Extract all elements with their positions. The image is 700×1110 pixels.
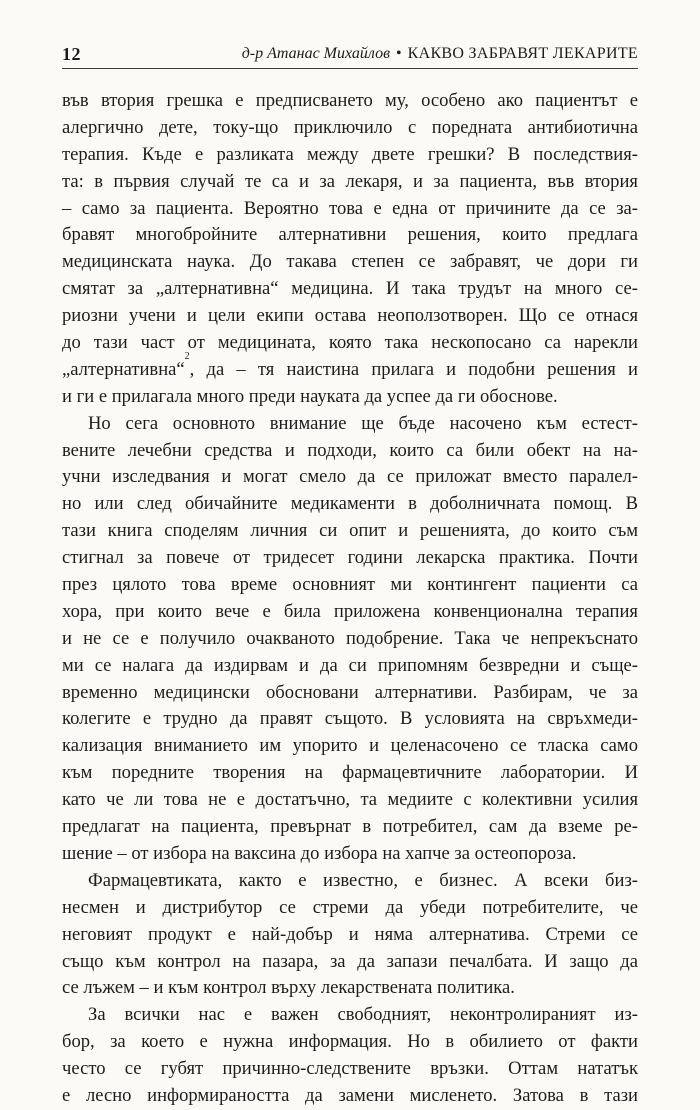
text-line: към поредните творения на фармацевтичните лаборатории. И — [62, 762, 638, 784]
running-header — [62, 38, 638, 69]
text-line: кализация вниманието им упорито и целенасочено се тласка само — [62, 735, 638, 757]
text-line: колегите е трудно да правят същото. В условията на свръхмеди- — [62, 708, 638, 730]
text-line: бор, за което е нужна информация. Но в обилието от факти — [62, 1031, 638, 1053]
text-line: е лесно информираността да замени мисленето. Затова в тази — [62, 1084, 638, 1106]
text-line: Фармацевтиката, както е известно, е бизнес. А всеки биз- — [88, 869, 638, 891]
line-rest: , да – тя наистина прилага и подобни решения и — [189, 358, 638, 380]
text-line: във втория грешка е предписването му, особено ако пациентът е — [62, 90, 638, 111]
text-line: временно медицински обосновани алтернативи. Разбирам, че за — [62, 681, 638, 703]
text-line: също към контрол на пазара, за да запази печалбата. И защо да — [62, 950, 638, 972]
text-line: учни изследвания и могат смело да се приложат вместо паралел- — [62, 466, 638, 488]
body-text — [62, 88, 638, 1110]
page-number: 12 — [62, 44, 81, 64]
paragraph-1 — [62, 88, 638, 411]
text-line: риозни учени и цели екипи остава неоползотворен. Що се отнася — [62, 305, 638, 327]
footnote-marker[interactable]: 2 — [184, 350, 190, 362]
book-title: КАКВО ЗАБРАВЯТ ЛЕКАРИТЕ — [407, 45, 638, 62]
paragraph-2 — [62, 411, 638, 868]
text-line: – само за пациента. Вероятно това е една от причините да се за- — [62, 197, 638, 219]
text-line: до тази част от медицината, която така нескопосано са нарекли — [62, 332, 638, 354]
line-start: „алтернативна“ — [62, 358, 185, 380]
text-line-with-footnote — [62, 350, 638, 384]
paragraph-3 — [62, 868, 638, 1002]
header-right — [242, 45, 638, 63]
text-line: За всички нас е важен свободният, неконтролираният из- — [88, 1004, 638, 1026]
text-line: хора, при които вече е била приложена конвенционална терапия — [62, 600, 638, 622]
paragraph-4 — [62, 1002, 638, 1110]
text-line: бравят многобройните алтернативни решения, които предлага — [62, 224, 638, 246]
text-line: та: в първия случай те са и за лекаря, и за пациента, във втория — [62, 170, 638, 192]
text-line: но или след обичайните медикаменти в доболничната помощ. В — [62, 493, 638, 515]
text-line: стигнал за повече от тридесет години лекарска практика. Почти — [62, 547, 638, 569]
text-line: предлагат на пациента, превърнат в потребител, сам да вземе ре- — [62, 816, 638, 838]
text-line: като че ли това не е достатъчно, та медиите с колективни усилия — [62, 789, 638, 811]
text-line: алергично дете, току-що приключило с поредната антибиотична — [62, 116, 638, 138]
text-line: несмен и дистрибутор се стреми да убеди потребителите, че — [62, 896, 638, 918]
text-line: често се губят причинно-следствените връзки. Оттам нататък — [62, 1058, 638, 1080]
text-line: тази книга споделям личния си опит и решенията, до които съм — [62, 520, 638, 542]
text-line: ми се налага да издирвам и да си припомням безвредни и съще- — [62, 654, 638, 676]
book-page — [62, 0, 638, 1106]
author-name: д-р Атанас Михайлов — [241, 45, 391, 62]
text-line: неговият продукт е най-добър и няма алтернатива. Стреми се — [62, 923, 638, 945]
text-line: се лъжем – и към контрол върху лекарствената политика. — [62, 977, 515, 999]
text-line: терапия. Къде е разликата между двете грешки? В последствия- — [62, 143, 638, 165]
text-line: и ги е прилагала много преди науката да успее да ги обоснове. — [62, 385, 558, 407]
text-line: вените лечебни средства и подходи, които са били обект на на- — [62, 439, 638, 461]
text-line: Но сега основното внимание ще бъде насочено към естест- — [88, 412, 638, 434]
header-separator: • — [396, 45, 402, 62]
text-line: през цялото това време основният ми контингент пациенти са — [62, 574, 638, 596]
text-line: смятат за „алтернативна“ медицина. И така трудът на много се- — [62, 278, 638, 300]
text-line: медицинската наука. До такава степен се забравят, че дори ги — [62, 251, 638, 273]
text-line: и не се е получило очакваното подобрение. Така че непрекъснато — [62, 627, 638, 649]
text-line: шение – от избора на ваксина до избора на хапче за остеопороза. — [62, 842, 577, 864]
